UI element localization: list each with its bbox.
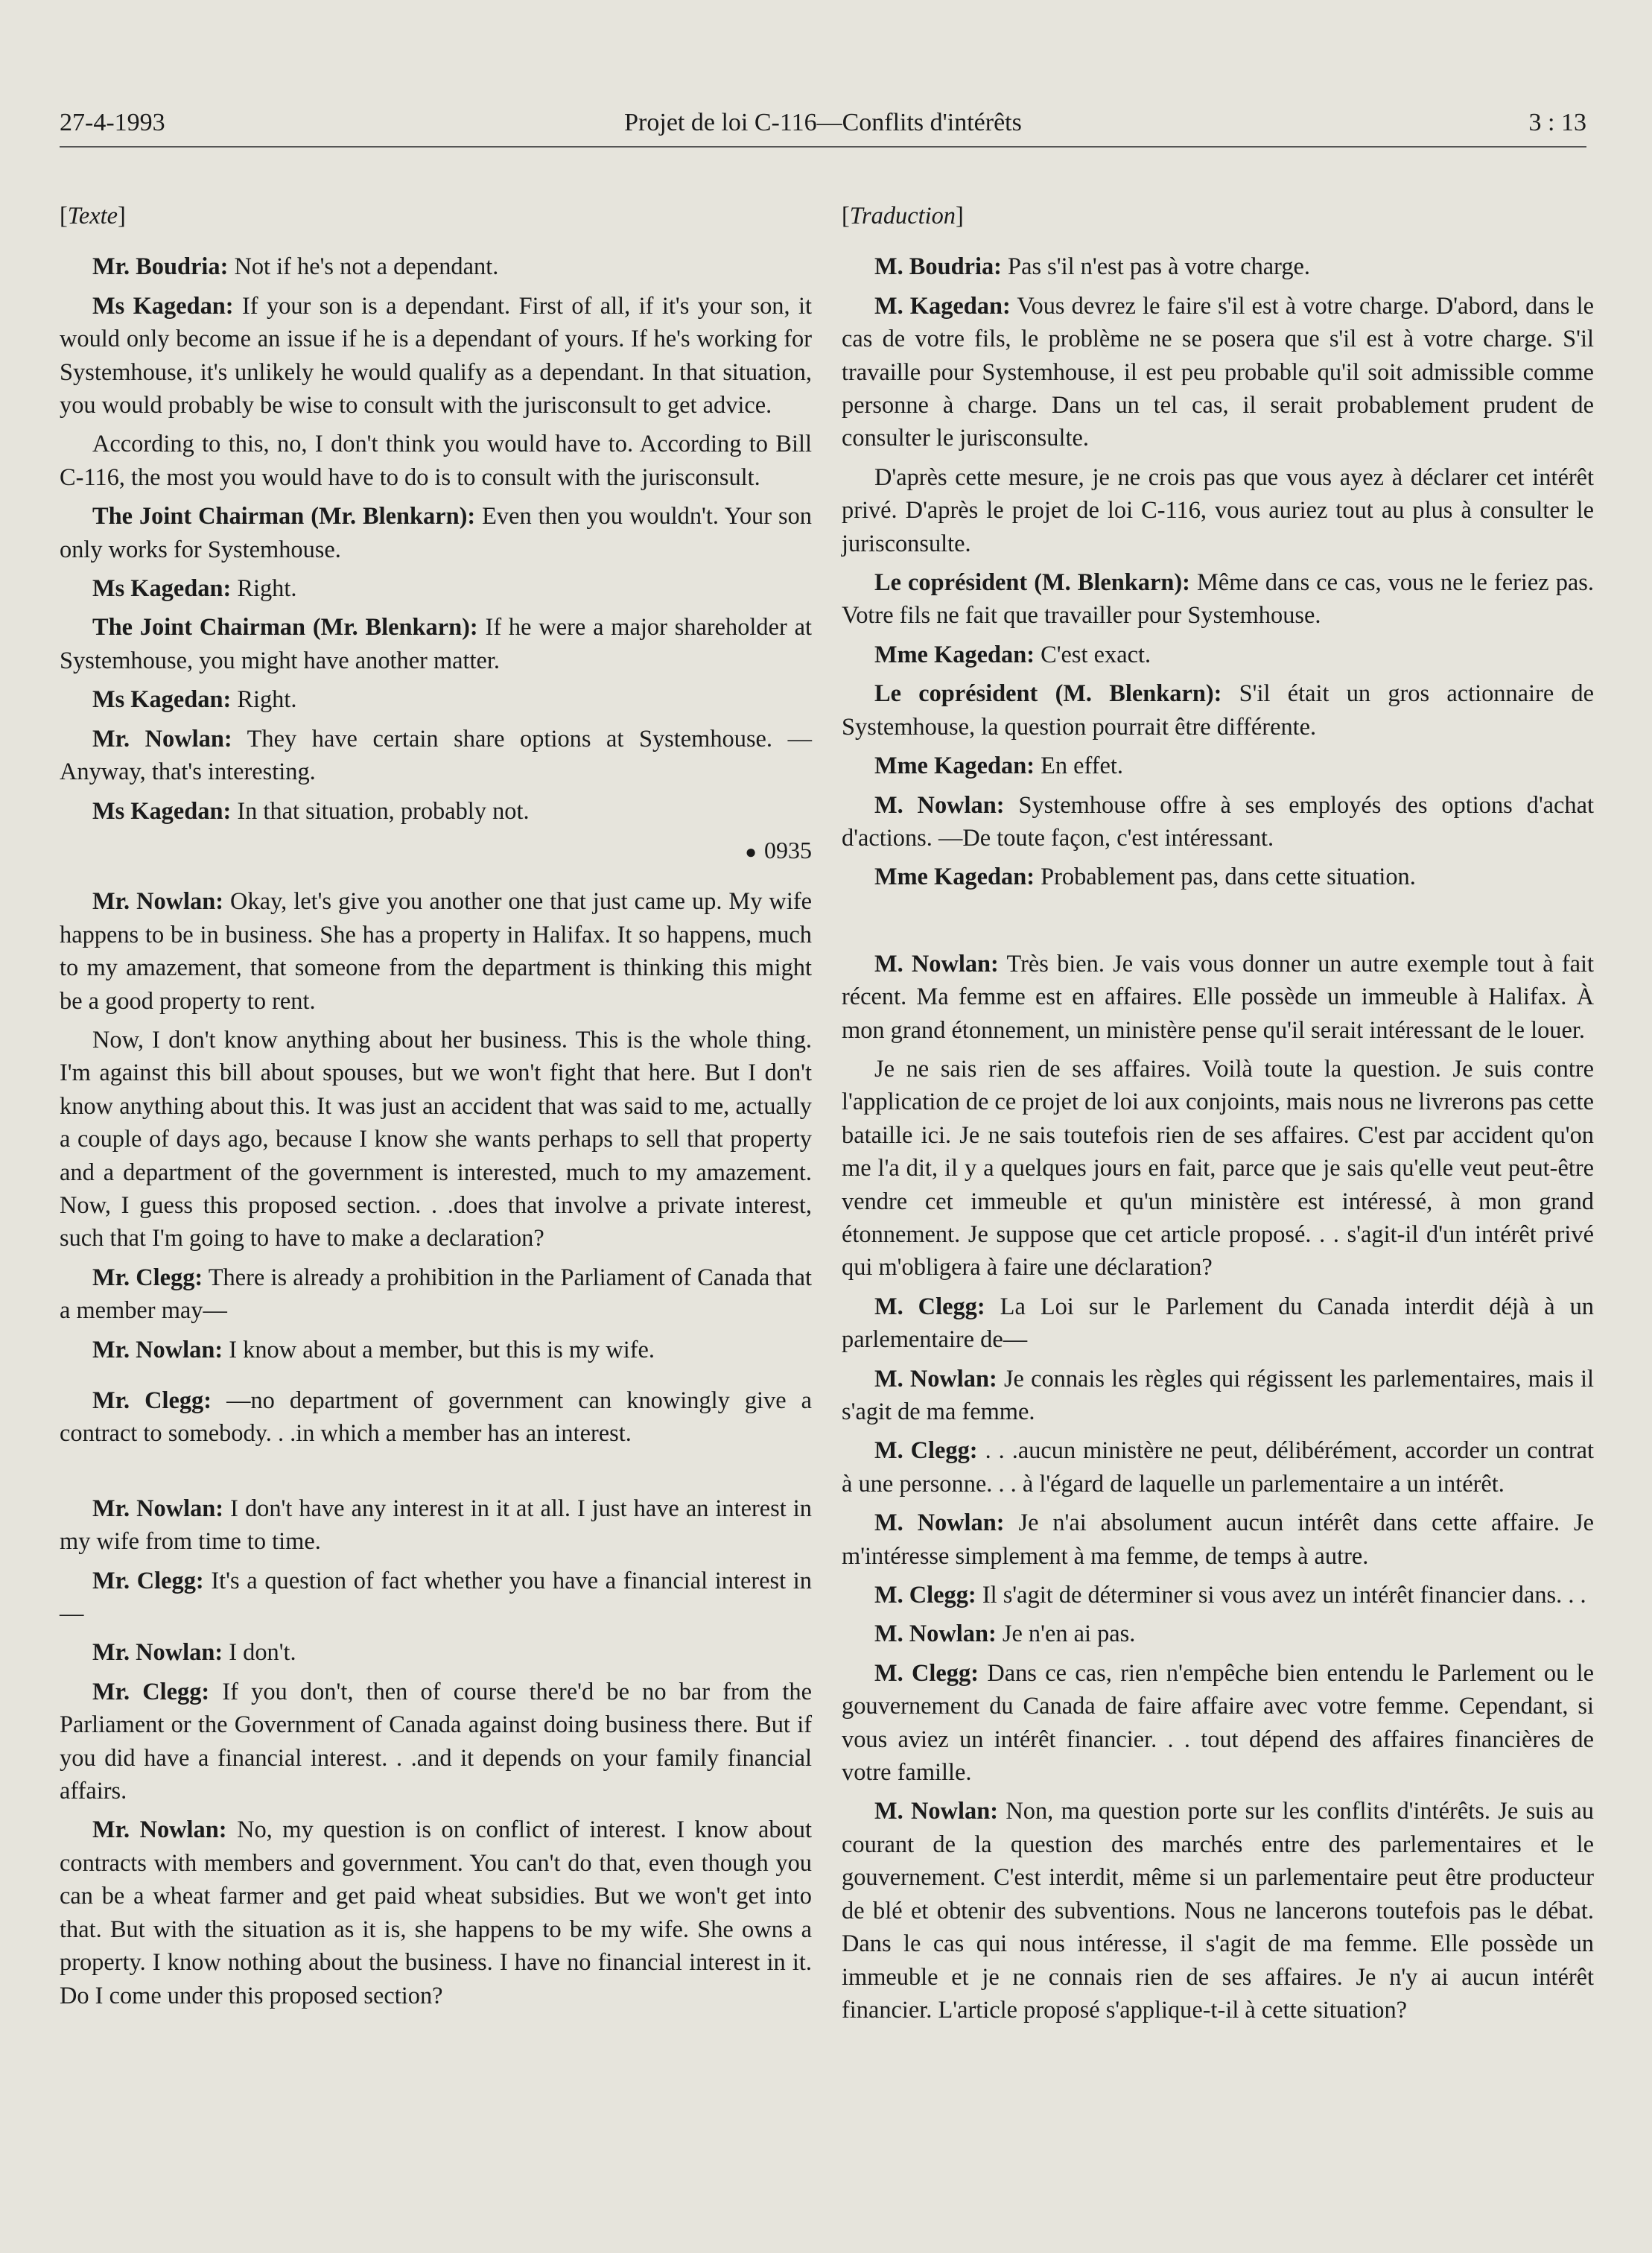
- speech-text: According to this, no, I don't think you would have to. According to Bill C-116, the most you would have to do is to consult with the jurisconsult.: [60, 431, 812, 491]
- speech-text: Even then you wouldn't. Your son only works for Systemhouse.: [60, 503, 812, 563]
- transcript-paragraph: [842, 1657, 1594, 1790]
- transcript-paragraph: [842, 677, 1594, 744]
- transcript-paragraph: [842, 1363, 1594, 1429]
- speech-text: No, my question is on conflict of interest. I know about contracts with members and government. You can't do that, even though you can be a wheat farmer and get paid wheat subsidies. But we won't get into that. But with the situation as it is, she happens to be my wife. She owns a property. I know nothing about the business. I have no financial interest in it. Do I come under this proposed section?: [60, 1816, 812, 2009]
- speech-text: C'est exact.: [1035, 641, 1151, 668]
- speech-text: —no department of government can knowingly give a contract to somebody. . .in which a member has an interest.: [60, 1387, 812, 1448]
- speech-text: D'après cette mesure, je ne crois pas que vous ayez à déclarer cet intérêt privé. D'après le projet de loi C-116, vous auriez tout au plus à consulter le jurisconsulte.: [842, 463, 1594, 557]
- speaker-name: Ms Kagedan:: [92, 575, 232, 603]
- transcript-paragraph: [842, 861, 1594, 893]
- transcript-paragraph: [60, 795, 812, 828]
- speech-text: I know about a member, but this is my wife.: [223, 1336, 655, 1363]
- transcript-paragraph: [842, 566, 1594, 633]
- speech-text: Right.: [231, 575, 297, 603]
- speaker-name: Ms Kagedan:: [92, 292, 234, 320]
- transcript-paragraph: [60, 1565, 812, 1631]
- transcript-paragraph: [60, 1492, 812, 1559]
- spacer: [842, 936, 1594, 948]
- speaker-name: Ms Kagedan:: [92, 797, 232, 825]
- transcript-paragraph: [842, 1506, 1594, 1573]
- speaker-name: M. Boudria:: [874, 253, 1002, 281]
- bullet-icon: ●: [745, 840, 757, 863]
- spacer: [60, 1457, 812, 1492]
- speech-text: Systemhouse offre à ses employés des options d'achat d'actions. —De toute façon, c'est intéressant.: [842, 791, 1594, 852]
- speaker-name: Ms Kagedan:: [92, 686, 232, 714]
- speech-text: Il s'agit de déterminer si vous avez un intérêt financier dans. . .: [976, 1582, 1586, 1609]
- speaker-name: Mr. Clegg:: [92, 1678, 210, 1705]
- speaker-name: M. Nowlan:: [874, 1620, 997, 1648]
- speech-text: There is already a prohibition in the Parliament of Canada that a member may—: [60, 1264, 812, 1325]
- transcript-paragraph: [842, 290, 1594, 455]
- transcript-paragraph: [60, 611, 812, 677]
- transcript-paragraph: [60, 683, 812, 716]
- speech-text: Probablement pas, dans cette situation.: [1035, 864, 1416, 891]
- transcript-paragraph: [60, 1334, 812, 1366]
- speaker-name: Mr. Nowlan:: [92, 1816, 227, 1844]
- speech-text: If he were a major shareholder at Systemhouse, you might have another matter.: [60, 614, 812, 674]
- speaker-name: M. Clegg:: [874, 1582, 976, 1609]
- transcript-paragraph: [60, 250, 812, 283]
- speech-text: Dans ce cas, rien n'empêche bien entendu le Parlement ou le gouvernement du Canada de faire affaire avec votre femme. Cependant, si vous aviez un intérêt financier. . . tout dépend des affaires financières de votre famille.: [842, 1659, 1594, 1787]
- speech-text: . . .aucun ministère ne peut, délibérément, accorder un contrat à une personne. . . à l'égard de laquelle un parlementaire a un intérêt.: [842, 1437, 1594, 1498]
- speaker-name: Mr. Nowlan:: [92, 1495, 224, 1522]
- spacer: [60, 1372, 812, 1384]
- speech-text: Je n'ai absolument aucun intérêt dans cette affaire. Je m'intéresse simplement à ma femme, de temps à autre.: [842, 1509, 1594, 1570]
- speaker-name: Le coprésident (M. Blenkarn):: [874, 569, 1190, 597]
- speaker-name: M. Kagedan:: [874, 292, 1011, 320]
- speaker-name: The Joint Chairman (Mr. Blenkarn):: [92, 503, 476, 530]
- speaker-name: Mr. Nowlan:: [92, 725, 232, 752]
- english-column: [60, 200, 812, 2018]
- transcript-paragraph: [842, 1053, 1594, 1284]
- speech-text: Je n'en ai pas.: [996, 1620, 1136, 1648]
- speaker-name: M. Clegg:: [874, 1437, 978, 1465]
- speech-text: La Loi sur le Parlement du Canada interdit déjà à un parlementaire de—: [842, 1293, 1595, 1354]
- transcript-paragraph: [842, 789, 1594, 855]
- transcript-paragraph: [842, 1290, 1594, 1357]
- transcript-paragraph: [842, 1617, 1594, 1650]
- speaker-name: Mme Kagedan:: [874, 864, 1035, 891]
- time-marker-text: 0935: [764, 836, 812, 864]
- speech-text: In that situation, probably not.: [231, 797, 530, 825]
- speaker-name: Mr. Clegg:: [92, 1567, 204, 1594]
- speech-text: Okay, let's give you another one that just came up. My wife happens to be in business. She has a property in Halifax. It so happens, much to my amazement, that someone from the department is thinking this might be a good property to rent.: [60, 888, 812, 1015]
- speaker-name: Le coprésident (M. Blenkarn):: [874, 680, 1222, 708]
- header-date: 27-4-1993: [60, 109, 165, 136]
- speaker-name: Mme Kagedan:: [874, 641, 1035, 668]
- speech-text: Je connais les règles qui régissent les parlementaires, mais il s'agit de ma femme.: [842, 1365, 1594, 1425]
- transcript-paragraph: [842, 1795, 1594, 2027]
- speaker-name: Mr. Nowlan:: [92, 1639, 223, 1667]
- french-column: [842, 200, 1594, 2032]
- speech-text: Je ne sais rien de ses affaires. Voilà toute la question. Je suis contre l'application de ce projet de loi aux conjoints, mais nous ne livrerons pas cette bataille ici. Je ne sais toutefois rien de ses affaires. C'est par accident qu'on me l'a dit, il y a quelques jours en fait, parce que je sais qu'elle veut peut-être vendre cet immeuble et qu'un ministère est intéressé, à mon grand étonnement. Je suppose que cet article proposé. . . s'agit-il d'un intérêt privé qui m'obligera à faire une déclaration?: [842, 1055, 1594, 1281]
- speaker-name: Mme Kagedan:: [874, 752, 1035, 780]
- transcript-paragraph: [60, 572, 812, 605]
- speech-text: Right.: [231, 686, 297, 714]
- speaker-name: M. Nowlan:: [874, 1509, 1005, 1537]
- spacer: [842, 900, 1594, 936]
- running-header: [60, 104, 1586, 148]
- column-label: [ Texte ]: [60, 200, 812, 232]
- transcript-paragraph: [60, 1636, 812, 1669]
- speaker-name: Mr. Clegg:: [92, 1264, 203, 1291]
- speech-text: It's a question of fact whether you have a financial interest in—: [60, 1567, 812, 1628]
- time-marker: [60, 834, 812, 869]
- speech-text: Vous devrez le faire s'il est à votre charge. D'abord, dans le cas de votre fils, le problème ne se posera que s'il est à votre charge. S'il travaille pour Systemhouse, il est peu probable qu'il soit admissible comme personne à charge. Dans un tel cas, il serait probablement prudent de consulter le jurisconsulte.: [842, 292, 1594, 452]
- speaker-name: M. Clegg:: [874, 1293, 985, 1320]
- speaker-name: Mr. Boudria:: [92, 253, 229, 281]
- transcript-paragraph: [60, 1261, 812, 1328]
- speech-text: If your son is a dependant. First of all, if it's your son, it would only become an issue if he is a dependant of yours. If he's working for Systemhouse, it's unlikely he would qualify as a dependant. In that situation, you would probably be wise to consult with the jurisconsult to get advice.: [60, 292, 812, 419]
- transcript-paragraph: [842, 1579, 1594, 1612]
- speech-text: Même dans ce cas, vous ne le feriez pas. Votre fils ne fait que travailler pour Systemhouse.: [842, 569, 1595, 630]
- speech-text: Non, ma question porte sur les conflits d'intérêts. Je suis au courant de la question des marchés entre des parlementaires et le gouvernement. C'est interdit, même si un parlementaire peut être producteur de blé et obtenir des subventions. Nous ne lancerons toutefois pas le débat. Dans le cas qui nous intéresse, il s'agit de ma femme. Elle possède un immeuble et je ne connais rien de ses affaires. Je n'y ai aucun intérêt financier. L'article proposé s'applique-t-il à cette situation?: [842, 1798, 1594, 2024]
- column-label: [ Traduction ]: [842, 200, 1594, 232]
- speech-text: En effet.: [1035, 752, 1124, 780]
- transcript-paragraph: [60, 1813, 812, 2012]
- transcript-paragraph: [60, 1384, 812, 1451]
- transcript-paragraph: [60, 290, 812, 422]
- transcript-paragraph: [60, 1676, 812, 1808]
- speaker-name: M. Nowlan:: [874, 1365, 997, 1392]
- transcript-paragraph: [842, 250, 1594, 283]
- speech-text: I don't.: [223, 1639, 296, 1667]
- transcript-paragraph: [60, 500, 812, 566]
- header-title: Projet de loi C-116—Conflits d'intérêts: [624, 109, 1022, 136]
- speech-text: They have certain share options at Systemhouse. —Anyway, that's interesting.: [60, 725, 812, 786]
- transcript-paragraph: [60, 428, 812, 494]
- speaker-name: Mr. Nowlan:: [92, 1336, 223, 1363]
- speaker-name: Mr. Nowlan:: [92, 888, 224, 916]
- speech-text: Now, I don't know anything about her business. This is the whole thing. I'm against this bill about spouses, but we won't fight that here. But I don't know anything about this. It was just an accident that was said to me, actually a couple of days ago, because I know she wants perhaps to sell that property and a department of the government is interested, much to my amazement. Now, I guess this proposed section. . .does that involve a private interest, such that I'm going to have to make a declaration?: [60, 1026, 812, 1252]
- header-page-number: 3 : 13: [1528, 109, 1586, 136]
- transcript-paragraph: [60, 723, 812, 789]
- transcript-paragraph: [842, 461, 1594, 560]
- transcript-paragraph: [60, 885, 812, 1018]
- speaker-name: M. Nowlan:: [874, 950, 999, 977]
- transcript-paragraph: [842, 1434, 1594, 1501]
- speaker-name: M. Nowlan:: [874, 1798, 999, 1825]
- speaker-name: M. Nowlan:: [874, 791, 1005, 819]
- speech-text: I don't have any interest in it at all. I just have an interest in my wife from time to time.: [60, 1495, 812, 1556]
- speaker-name: Mr. Clegg:: [92, 1387, 212, 1414]
- speech-text: Très bien. Je vais vous donner un autre exemple tout à fait récent. Ma femme est en affaires. Elle possède un immeuble à Halifax. À mon grand étonnement, un ministère pense qu'il serait intéressant de le louer.: [842, 950, 1594, 1044]
- transcript-paragraph: [842, 750, 1594, 782]
- speech-text: Pas s'il n'est pas à votre charge.: [1001, 253, 1311, 281]
- speech-text: Not if he's not a dependant.: [228, 253, 499, 281]
- speaker-name: M. Clegg:: [874, 1659, 979, 1687]
- speech-text: S'il était un gros actionnaire de Systemhouse, la question pourrait être différente.: [842, 680, 1594, 741]
- speech-text: If you don't, then of course there'd be no bar from the Parliament or the Government of Canada against doing business there. But if you did have a financial interest. . .and it depends on your family financial affairs.: [60, 1678, 812, 1805]
- transcript-paragraph: [842, 948, 1594, 1047]
- transcript-paragraph: [842, 638, 1594, 671]
- transcript-paragraph: [60, 1024, 812, 1255]
- speaker-name: The Joint Chairman (Mr. Blenkarn):: [92, 614, 478, 641]
